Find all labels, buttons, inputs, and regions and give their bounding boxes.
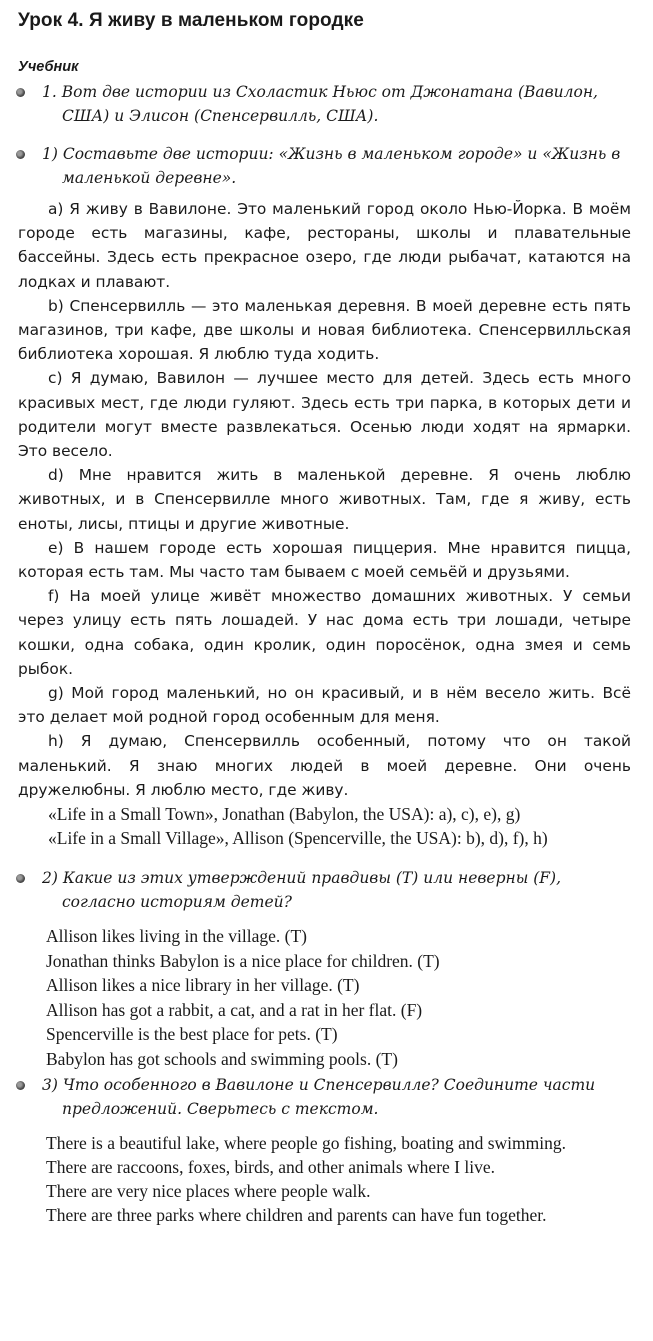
statement-item: Jonathan thinks Babylon is a nice place for children. (T) <box>46 950 440 971</box>
task-3-text: 3) Что особенного в Вавилоне и Спенсервилле? Соедините части предложений. Сверьтесь с текстом. <box>42 1076 596 1119</box>
bullet-icon <box>16 874 25 883</box>
story-a: а) Я живу в Вавилоне. Это маленький город около Нью-Йорка. В моём городе есть магазины, кафе, рестораны, школы и плавательные бассейны. Здесь есть прекрасное озеро, где люди рыбачат, катаются на лодках и плавают. <box>18 200 631 291</box>
story-e: e) В нашем городе есть хорошая пиццерия. Мне нравится пицца, которая есть там. Мы часто там бываем с моей семьёй и друзьями. <box>18 538 631 582</box>
statement-item: Allison likes living in the village. (T) <box>46 926 308 947</box>
statement-item: Babylon has got schools and swimming pools. (T) <box>46 1048 398 1069</box>
statement-item: Spencerville is the best place for pets. (T) <box>46 1024 338 1045</box>
lesson-title: Урок 4. Я живу в маленьком городке <box>18 10 364 31</box>
task-3-instruction <box>18 1073 631 1121</box>
answer-small-village: «Life in a Small Village», Allison (Spencerville, the USA): b), d), f), h) <box>48 828 548 849</box>
story-f: f) На моей улице живёт множество домашних животных. У семьи через улицу есть пять лошадей. У нас дома есть три лошади, четыре кошки, одна собака, один кролик, один поросёнок, одна змея и семь рыбок. <box>18 587 631 678</box>
stories-list <box>18 197 631 850</box>
sentences-list <box>18 1131 631 1227</box>
task-1-instruction <box>18 80 631 128</box>
sentence-item: There are raccoons, foxes, birds, and other animals where I live. <box>46 1157 495 1178</box>
sentence-item: There is a beautiful lake, where people go fishing, boating and swimming. <box>46 1133 567 1154</box>
statement-item: Allison likes a nice library in her village. (T) <box>46 975 360 996</box>
statement-item: Allison has got a rabbit, a cat, and a rat in her flat. (F) <box>46 999 423 1020</box>
task-1-1-instruction <box>18 142 631 190</box>
section-subtitle: Учебник <box>18 59 79 75</box>
task-2-text: 2) Какие из этих утверждений правдивы (T) или неверны (F), согласно историям детей? <box>42 869 562 912</box>
statements-list <box>18 924 631 1071</box>
sentence-item: There are three parks where children and parents can have fun together. <box>46 1205 547 1226</box>
story-h: h) Я думаю, Спенсервилль особенный, потому что он такой маленький. Я знаю многих людей в моей деревне. Они очень дружелюбны. Я люблю место, где живу. <box>18 732 631 799</box>
story-c: c) Я думаю, Вавилон — лучшее место для детей. Здесь есть много красивых мест, где люди гуляют. Здесь есть три парка, в которых дети и родители могут вместе развлекаться. Осенью люди ходят на ярмарки. Это весело. <box>18 369 631 461</box>
bullet-icon <box>16 88 25 97</box>
answer-small-town: «Life in a Small Town», Jonathan (Babylon, the USA): a), c), e), g) <box>48 804 521 825</box>
story-b: b) Спенсервилль — это маленькая деревня. В моей деревне есть пять магазинов, три кафе, две школы и новая библиотека. Спенсервилльская библиотека хорошая. Я люблю туда ходить. <box>18 296 631 364</box>
sentence-item: There are very nice places where people walk. <box>46 1181 371 1202</box>
bullet-icon <box>16 150 25 159</box>
task-1-1-text: 1) Составьте две истории: «Жизнь в маленьком городе» и «Жизнь в маленькой деревне». <box>42 145 621 187</box>
story-d: d) Мне нравится жить в маленькой деревне. Я очень люблю животных, и в Спенсервилле много животных. Там, где я живу, есть еноты, лисы, птицы и другие животные. <box>18 466 631 533</box>
bullet-icon <box>16 1081 25 1090</box>
story-g: g) Мой город маленький, но он красивый, и в нём весело жить. Всё это делает мой родной город особенным для меня. <box>18 684 631 727</box>
task-1-text: 1. Вот две истории из Схоластик Ньюс от Джонатана (Вавилон, США) и Элисон (Спенсервилль, США). <box>42 83 598 125</box>
task-2-instruction <box>18 866 631 914</box>
